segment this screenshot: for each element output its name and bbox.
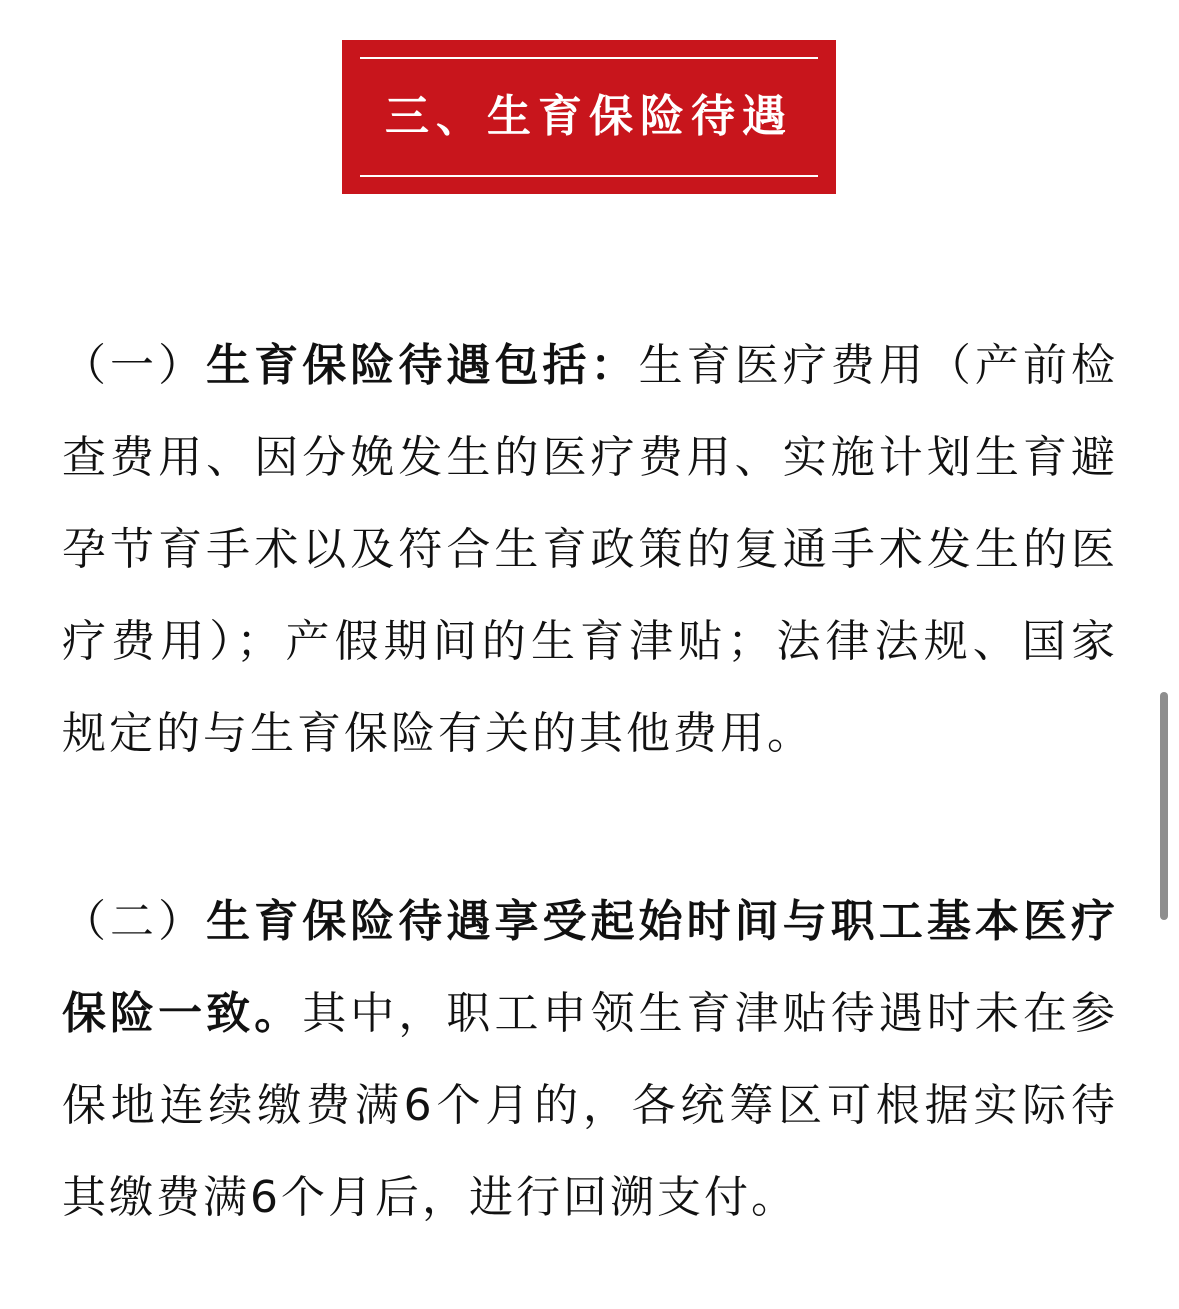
paragraph-benefits-scope [62, 320, 1118, 780]
paragraph-1-body: 生育医疗费用（产前检查费用、因分娩发生的医疗费用、实施计划生育避孕节育手术以及符合生育政策的复通手术发生的医疗费用）；产假期间的生育津贴；法律法规、国家规定的与生育保险有关的其他费用。 [62, 340, 1119, 759]
vertical-scrollbar[interactable] [1160, 692, 1168, 920]
paragraph-benefits-start-time [62, 876, 1118, 1244]
paragraph-2-lead: （二） [62, 896, 207, 947]
section-title: 三、生育保险待遇 [385, 91, 793, 142]
banner-top-rule [360, 57, 818, 59]
paragraph-1-lead: （一） [62, 340, 207, 391]
banner-bottom-rule [360, 175, 818, 177]
paragraph-2-heading: 生育保险待遇享受起始时间与职工基本医疗保险一致。 [62, 896, 1119, 1039]
paragraph-2-body: 其中，职工申领生育津贴待遇时未在参保地连续缴费满6个月的，各统筹区可根据实际待其缴费满6个月后，进行回溯支付。 [62, 988, 1119, 1223]
section-title-banner [342, 40, 836, 194]
paragraph-1-heading: 生育保险待遇包括： [206, 340, 639, 391]
